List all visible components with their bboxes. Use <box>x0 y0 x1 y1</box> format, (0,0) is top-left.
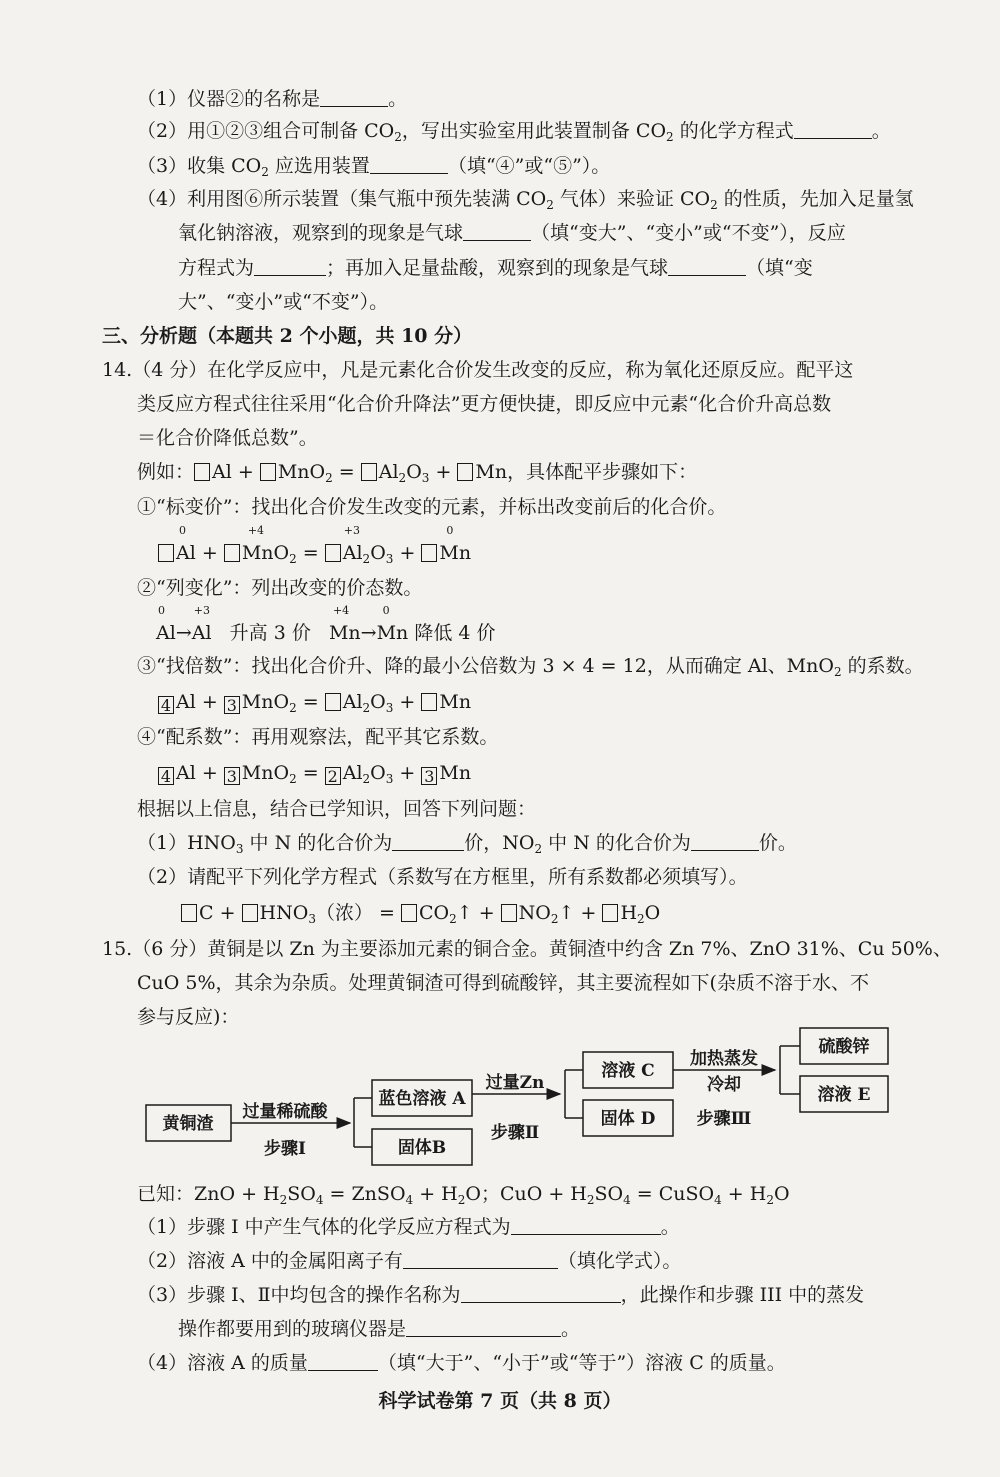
flow-e-label: 溶液 E <box>817 1085 871 1105</box>
q15-part3: （3）步骤 I、Ⅱ中均包含的操作名称为 ，此操作和步骤 III 中的蒸发 <box>137 1284 865 1306</box>
q14-question2: （2）请配平下列化学方程式（系数写在方框里，所有系数都必须填写）。 <box>137 866 748 888</box>
answer-blank[interactable] <box>320 88 388 107</box>
q15-part3-line2: 操作都要用到的玻璃仪器是 。 <box>178 1318 581 1340</box>
q13-part4-line4: 大”、“变小”或“不变”）。 <box>178 291 389 313</box>
answer-blank[interactable] <box>461 1284 621 1303</box>
answer-box[interactable] <box>501 904 517 922</box>
answer-blank[interactable] <box>392 832 464 851</box>
q15-line1: 15.（6 分）黄铜是以 Zn 为主要添加元素的铜合金。黄铜渣中约含 Zn 7%、ZnO 31%、Cu 50%、 <box>102 938 952 960</box>
coefficient-box <box>194 463 210 481</box>
flow-a-label: 蓝色溶液 A <box>378 1089 466 1109</box>
answer-blank[interactable] <box>308 1352 378 1371</box>
flow-step2-label: 步骤Ⅱ <box>490 1123 540 1143</box>
q13-part4-line2: 氧化钠溶液，观察到的现象是气球 （填“变大”、“变小”或“不变”），反应 <box>178 222 846 244</box>
flow-step2-reagent: 过量Zn <box>485 1073 545 1093</box>
q14-step1-equation: Al 0 + MnO +4 $_2$ = Al +3 $_2O_3 + Mn$ 0 <box>158 540 471 572</box>
q14-step1: ①“标变价”：找出化合价发生改变的元素，并标出改变前后的化合价。 <box>137 496 727 518</box>
coefficient-box <box>260 463 276 481</box>
answer-blank[interactable] <box>668 257 746 276</box>
q14-step2: ②“列变化”：列出改变的价态数。 <box>137 577 423 599</box>
answer-box[interactable] <box>602 904 618 922</box>
q14-example: 例如： $Al + MnO_2 = Al_2O_3 + Mn$，具体配平步骤如下： <box>137 461 698 485</box>
flow-znso4-label: 硫酸锌 <box>818 1037 870 1057</box>
q15-part2: （2）溶液 A 中的金属阳离子有 （填化学式）。 <box>137 1250 682 1272</box>
q14-equation-to-balance: $C + HNO_3$（浓） = $CO_2↑$ + $NO_2↑ + H_2O$ <box>181 900 660 932</box>
coefficient-box <box>361 463 377 481</box>
answer-box[interactable] <box>242 904 258 922</box>
q15-part4: （4）溶液 A 的质量 （填“大于”、“小于”或“等于”）溶液 C 的质量。 <box>137 1352 786 1374</box>
answer-box[interactable] <box>401 904 417 922</box>
flow-b-label: 固体B <box>397 1138 447 1158</box>
answer-blank[interactable] <box>511 1216 661 1235</box>
answer-blank[interactable] <box>254 257 326 276</box>
q13-part2: （2）用①②③组合可制备 $CO_2$，写出实验室用此装置制备 $CO_2$ 的化学方程式 。 <box>137 120 891 144</box>
q15-line2: CuO 5%，其余为杂质。处理黄铜渣可得到硫酸锌，其主要流程如下(杂质不溶于水、不 <box>137 972 869 994</box>
q15-line3: 参与反应)： <box>137 1006 240 1028</box>
flow-step1-label: 步骤Ⅰ <box>264 1139 306 1159</box>
q14-line2: 类反应方程式往往采用“化合价升降法”更方便快捷，即反应中元素“化合价升高总数 <box>137 393 832 415</box>
page-footer: 科学试卷第 7 页（共 8 页） <box>378 1390 622 1412</box>
flow-d-label: 固体 D <box>600 1109 656 1129</box>
q15-known: 已知：ZnO + $H_2SO_4$ = ZnSO$_4$ + $H_2O$；CuO + $H_2SO_4$ = CuSO$_4$ + $H_2O$ <box>137 1183 790 1207</box>
answer-blank[interactable] <box>463 222 531 241</box>
q13-part4-line3: 方程式为 ；再加入足量盐酸，观察到的现象是气球 （填“变 <box>178 257 813 279</box>
answer-blank[interactable] <box>406 1318 561 1337</box>
answer-blank[interactable] <box>691 832 759 851</box>
q14-line3: ＝化合价降低总数”。 <box>137 427 318 449</box>
flow-step3-reagent2: 冷却 <box>707 1075 741 1095</box>
q13-part4-line1: （4）利用图⑥所示装置（集气瓶中预先装满 $CO_2$ 气体）来验证 $CO_2$ 的性质，先加入足量氢 <box>137 188 914 212</box>
flow-step1-reagent: 过量稀硫酸 <box>242 1102 328 1122</box>
section-heading: 三、分析题（本题共 2 个小题，共 10 分） <box>102 325 473 347</box>
q14-question1: $(1)HNO_3$ 中 N 的化合价为 价，$NO_2$ 中 N 的化合价为 价。 <box>137 832 797 856</box>
flow-c-label: 溶液 C <box>601 1061 655 1081</box>
q15-part1: （1）步骤 I 中产生气体的化学反应方程式为 。 <box>137 1216 680 1238</box>
answer-blank[interactable] <box>403 1250 558 1269</box>
flow-step3-label: 步骤Ⅲ <box>696 1109 752 1129</box>
answer-blank[interactable] <box>794 120 872 139</box>
flow-step3-reagent1: 加热蒸发 <box>690 1049 758 1069</box>
answer-box[interactable] <box>181 904 197 922</box>
coefficient-box <box>457 463 473 481</box>
flow-start-label: 黄铜渣 <box>162 1114 214 1134</box>
q14-question-intro: 根据以上信息，结合已学知识，回答下列问题： <box>137 798 537 820</box>
q14-line1: 14.（4 分）在化学反应中，凡是元素化合价发生改变的反应，称为氧化还原反应。配平这 <box>102 359 854 381</box>
q13-part1: （1）仪器②的名称是 。 <box>137 88 408 110</box>
q14-step4: ④“配系数”：再用观察法，配平其它系数。 <box>137 726 499 748</box>
q13-part3: （3）收集 $CO_2$ 应选用装置 （填“④”或“⑤”）。 <box>137 155 611 179</box>
process-flow-diagram <box>140 1020 910 1180</box>
q14-step2-changes: Al 0 →Al +3 升高 3 价 Mn +4 →Mn 0 降低 4 价 <box>156 604 496 644</box>
q14-step3-equation: 4 Al + 3 $MnO_2 = Al_2O_3 + Mn$ <box>158 689 471 721</box>
answer-blank[interactable] <box>370 155 448 174</box>
q14-step3: ③“找倍数”：找出化合价升、降的最小公倍数为 3 × 4 = 12，从而确定 Al、MnO$_2$ 的系数。 <box>137 655 924 679</box>
q14-step4-equation: 4 Al + 3 MnO$_2$ = 2 $Al_2O_3 + 3$ Mn <box>158 760 471 792</box>
